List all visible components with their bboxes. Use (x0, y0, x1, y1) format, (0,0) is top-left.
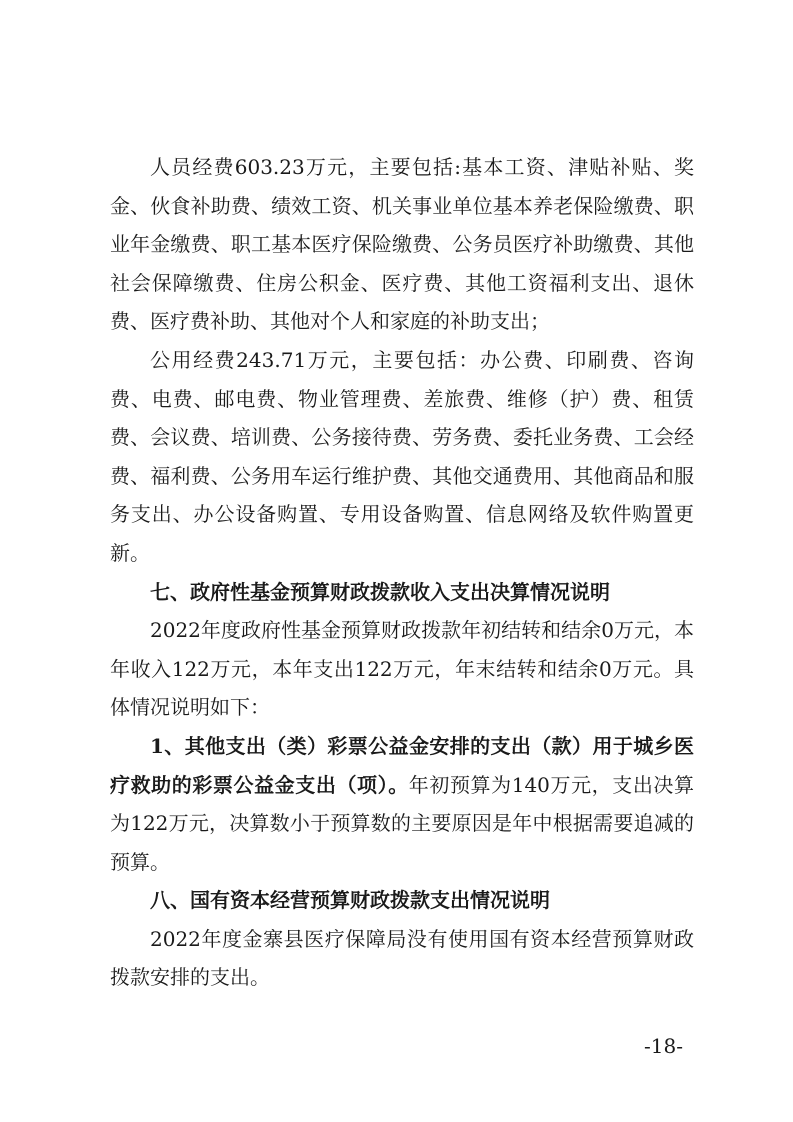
body-text (110, 148, 694, 997)
paragraph-item-1 (110, 727, 694, 881)
section-7-heading: 七、政府性基金预算财政拨款收入支出决算情况说明 (150, 579, 610, 604)
paragraph-section-7: 2022年度政府性基金预算财政拨款年初结转和结余0万元，本年收入122万元，本年支出122万元，年末结转和结余0万元。具体情况说明如下： (110, 618, 694, 720)
section-8-heading: 八、国有资本经营预算财政拨款支出情况说明 (150, 888, 550, 913)
page-number: -18- (644, 1034, 683, 1058)
paragraph-personnel-expenses: 人员经费603.23万元，主要包括:基本工资、津贴补贴、奖金、伙食补助费、绩效工资、机关事业单位基本养老保险缴费、职业年金缴费、职工基本医疗保险缴费、公务员医疗补助缴费、其他社会保障缴费、住房公积金、医疗费、其他工资福利支出、退休费、医疗费补助、其他对个人和家庭的补助支出； (110, 155, 694, 334)
paragraph-section-8: 2022年度金寨县医疗保障局没有使用国有资本经营预算财政拨款安排的支出。 (110, 926, 694, 990)
item-1-title: 1、其他支出（类）彩票公益金安排的支出（款）用于城乡医疗救助的彩票公益金支出（项）。 (110, 733, 694, 797)
item-1-text: 年初预算为140万元，支出决算为122万元，决算数小于预算数的主要原因是年中根据需要追减的预算。 (110, 772, 694, 874)
paragraph-public-expenses: 公用经费243.71万元，主要包括：办公费、印刷费、咨询费、电费、邮电费、物业管理费、差旅费、维修（护）费、租赁费、会议费、培训费、公务接待费、劳务费、委托业务费、工会经费、福利费、公务用车运行维护费、其他交通费用、其他商品和服务支出、办公设备购置、专用设备购置、信息网络及软件购置更新。 (110, 347, 694, 565)
